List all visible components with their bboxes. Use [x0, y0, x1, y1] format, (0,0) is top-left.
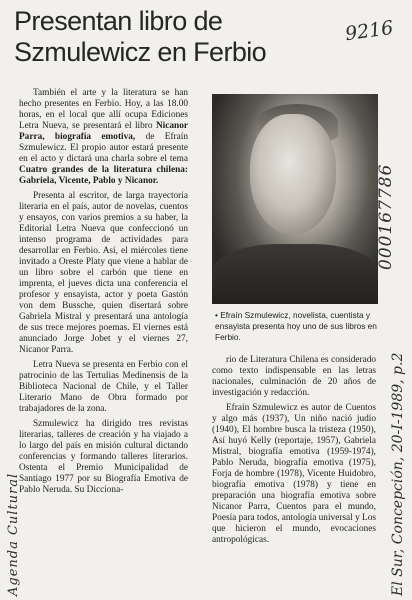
paragraph-text: Szmulewicz ha dirigido tres revistas literarias, talleres de creación y ha viajado a lo largo del país en misión cultural dictando conferencias y formando talleres literarios. Ostenta el Premio Municipalidad de Santiago 1977 por su Biografía Emotiva de Pablo Neruda. Su Dicciona- [19, 419, 188, 495]
paragraph-text: de Efraín Szmulewicz. El propio autor estará presente en el acto y dictará una charla sobre el tema [19, 132, 188, 164]
article-paragraph [19, 88, 188, 187]
bold-text: Nicanor Parra, biografía emotiva, [19, 121, 188, 142]
bold-text: Cuatro grandes de la literatura chilena: Gabriela, Vicente, Pablo y Nicanor. [19, 165, 188, 186]
article-paragraph [19, 419, 188, 496]
handwritten-id-number: 9216 [343, 16, 395, 46]
paragraph-text: También el arte y la literatura se han hecho presentes en Ferbio. Hoy, a las 18.00 horas, en el local que allí ocupa Ediciones Letra Nueva, se presentará el libro [19, 88, 188, 131]
photo-face-shape [250, 114, 336, 234]
article-paragraph [19, 360, 188, 415]
paragraph-text: Efraín Szmulewicz es autor de Cuentos y algo más (1937), Un niño nació judío (1940), El hombre busca la tristeza (1950), Así huyó Kelly (reportaje, 1957), Gabriela Mistral, biografía emotiva (1959-1974), Pablo Neruda, biografía emotiva (1975), Forja de hombre (1978), Vicente Huidobro, biografía emotiva (1978) y tiene en preparación una biografía emotiva sobre Nicanor Parra, Cuentos para el mundo, Poesía para todos, antología universal y Los que hicieron el mundo, evocaciones antropológicas. [212, 403, 376, 545]
handwritten-archive-number: 000167786 [376, 163, 396, 270]
article-paragraph [19, 191, 188, 356]
article-paragraph [212, 355, 376, 399]
headline-line-1: Presentan libro de [14, 6, 223, 36]
photo-suit-shape [212, 244, 378, 304]
article-column-left [19, 88, 188, 593]
author-photo [212, 94, 378, 304]
paragraph-text: Letra Nueva se presenta en Ferbio con el patrocinio de las Tertulias Medinensis de la Biblioteca Nacional de Chile, y el Taller Literario Mano de Obra formado por trabajadores de la zona. [19, 360, 188, 414]
handwritten-source-note: El Sur, Concepción, 20-I-1989, p.2 [390, 352, 406, 596]
paragraph-text: Presenta al escritor, de larga trayectoria literaria en el país, autor de novelas, cuentos y ensayos, con varios premios a su haber, la Editorial Letra Nueva que confeccionó un intenso programa de actividades para desarrollar en Ferbio. Así, el miércoles tiene invitado a Oreste Platy que viene a hablar de un libro sobre el carbón que tiene en imprenta, el jueves dicta una conferencia el profesor y ensayista, actor y poeta Gastón von dem Bussche, quien disertará sobre Gabriela Mistral y presentará una antología de sus trece mejores poemas. El viernes está anunciado Jorge Jobet y el viernes 27, Nicanor Parra. [19, 191, 188, 355]
article-column-right [212, 355, 376, 590]
photo-caption: • Efraín Szmulewicz, novelista, cuentista y ensayista presenta hoy uno de sus libros en Ferbio. [215, 310, 377, 342]
article-paragraph [212, 403, 376, 546]
handwritten-section-note: Agenda Cultural [6, 472, 21, 596]
paragraph-text: rio de Literatura Chilena es considerado como texto indispensable en las letras nacionales, culminación de 20 años de investigación y redacción. [212, 355, 376, 398]
article-headline [14, 6, 344, 68]
headline-line-2: Szmulewicz en Ferbio [14, 37, 267, 67]
